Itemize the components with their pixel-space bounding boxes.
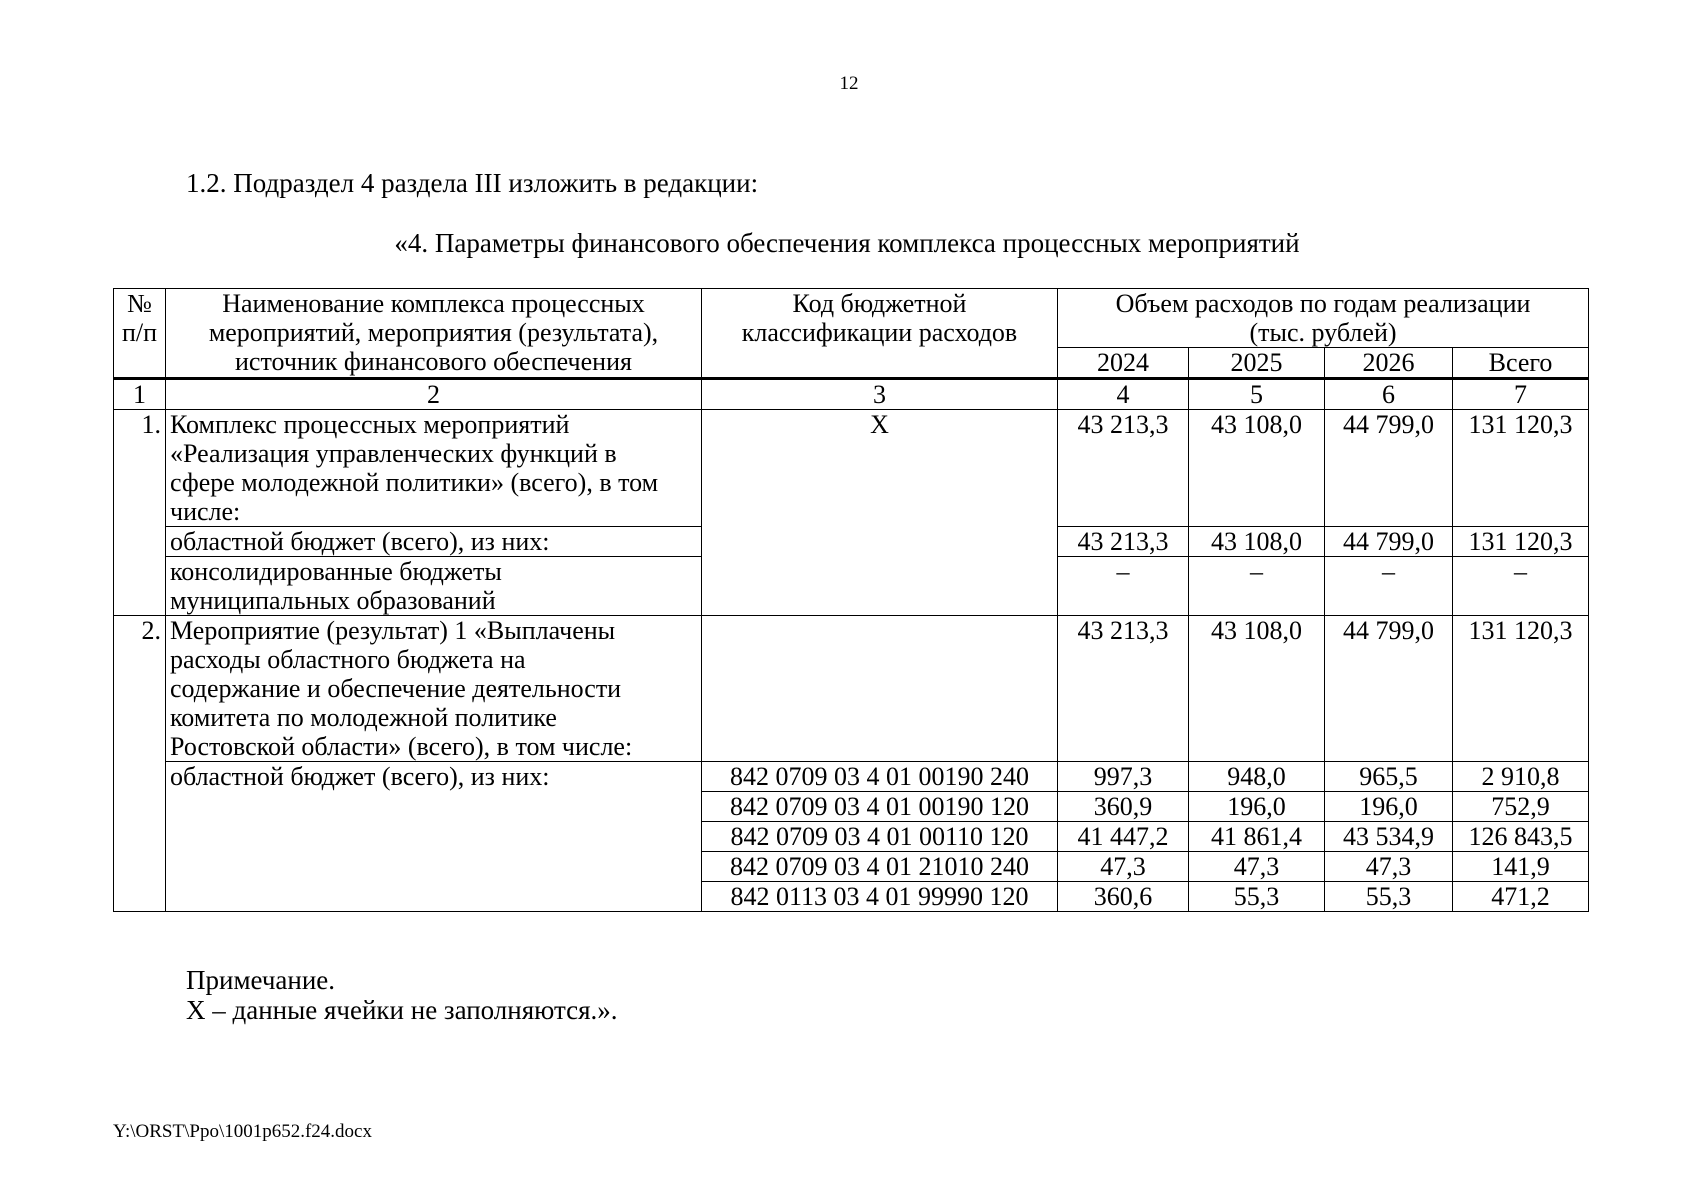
row-code: Х (702, 410, 1058, 616)
row-name: консолидированные бюджеты муниципальных образований (166, 557, 702, 616)
value-2024: 360,6 (1058, 882, 1189, 912)
row-name: областной бюджет (всего), из них: (166, 527, 702, 557)
row-number: 2. (114, 616, 166, 912)
value-2025: 43 108,0 (1189, 616, 1325, 762)
value-total: 141,9 (1453, 852, 1589, 882)
value-2026: 43 534,9 (1325, 822, 1453, 852)
value-total: 131 120,3 (1453, 410, 1589, 527)
note-text: Х – данные ячейки не заполняются.». (186, 995, 618, 1025)
column-numbers-row (114, 379, 1589, 410)
value-2024: 997,3 (1058, 762, 1189, 792)
finance-table (113, 288, 1589, 912)
table-row (114, 762, 1589, 792)
col-number: 6 (1325, 379, 1453, 410)
value-total: 2 910,8 (1453, 762, 1589, 792)
table-title-text: «4. Параметры финансового обеспечения комплекса процессных мероприятий (394, 228, 1300, 258)
value-2025: 55,3 (1189, 882, 1325, 912)
col-number: 3 (702, 379, 1058, 410)
value-2026: 44 799,0 (1325, 527, 1453, 557)
value-2024: 43 213,3 (1058, 410, 1189, 527)
header-year-2025: 2025 (1189, 348, 1325, 379)
header-year-2024: 2024 (1058, 348, 1189, 379)
row-name: Комплекс процессных мероприятий «Реализация управленческих функций в сфере молодежной политики» (всего), в том числе: (166, 410, 702, 527)
row-code: 842 0709 03 4 01 00110 120 (702, 822, 1058, 852)
table-title (0, 228, 1698, 259)
row-name: областной бюджет (всего), из них: (166, 762, 702, 912)
value-2024: 43 213,3 (1058, 616, 1189, 762)
header-name: Наименование комплекса процессных мероприятий, мероприятия (результата), источник финансового обеспечения (166, 289, 702, 379)
value-total: 752,9 (1453, 792, 1589, 822)
value-total: – (1453, 557, 1589, 616)
header-num: № п/п (114, 289, 166, 379)
value-2024: – (1058, 557, 1189, 616)
row-code (702, 616, 1058, 762)
value-2024: 41 447,2 (1058, 822, 1189, 852)
row-code: 842 0709 03 4 01 21010 240 (702, 852, 1058, 882)
header-volume: Объем расходов по годам реализации (тыс. рублей) (1058, 289, 1589, 348)
file-path-footer: Y:\ORST\Ppo\1001p652.f24.docx (113, 1121, 372, 1142)
note (186, 965, 618, 1025)
value-2026: 44 799,0 (1325, 616, 1453, 762)
value-total: 131 120,3 (1453, 616, 1589, 762)
value-2026: 47,3 (1325, 852, 1453, 882)
table-row (114, 410, 1589, 527)
value-total: 126 843,5 (1453, 822, 1589, 852)
row-code: 842 0709 03 4 01 00190 120 (702, 792, 1058, 822)
table-row (114, 616, 1589, 762)
value-2026: 55,3 (1325, 882, 1453, 912)
value-total: 131 120,3 (1453, 527, 1589, 557)
header-code: Код бюджетной классификации расходов (702, 289, 1058, 379)
header-row (114, 289, 1589, 348)
row-name: Мероприятие (результат) 1 «Выплачены расходы областного бюджета на содержание и обеспечение деятельности комитета по молодежной политике Ростовской области» (всего), в том числе: (166, 616, 702, 762)
col-number: 7 (1453, 379, 1589, 410)
header-year-2026: 2026 (1325, 348, 1453, 379)
row-number: 1. (114, 410, 166, 616)
intro-text: 1.2. Подраздел 4 раздела III изложить в редакции: (186, 168, 759, 198)
value-2025: – (1189, 557, 1325, 616)
col-number: 4 (1058, 379, 1189, 410)
value-2024: 47,3 (1058, 852, 1189, 882)
value-2025: 41 861,4 (1189, 822, 1325, 852)
value-2026: 196,0 (1325, 792, 1453, 822)
col-number: 5 (1189, 379, 1325, 410)
page-number: 12 (839, 73, 859, 94)
row-code: 842 0709 03 4 01 00190 240 (702, 762, 1058, 792)
value-2025: 948,0 (1189, 762, 1325, 792)
row-code: 842 0113 03 4 01 99990 120 (702, 882, 1058, 912)
value-2026: – (1325, 557, 1453, 616)
value-2025: 43 108,0 (1189, 410, 1325, 527)
value-2026: 965,5 (1325, 762, 1453, 792)
col-number: 2 (166, 379, 702, 410)
value-2025: 196,0 (1189, 792, 1325, 822)
col-number: 1 (114, 379, 166, 410)
header-total: Всего (1453, 348, 1589, 379)
value-2025: 43 108,0 (1189, 527, 1325, 557)
value-total: 471,2 (1453, 882, 1589, 912)
value-2024: 360,9 (1058, 792, 1189, 822)
value-2026: 44 799,0 (1325, 410, 1453, 527)
note-title: Примечание. (186, 965, 336, 995)
value-2024: 43 213,3 (1058, 527, 1189, 557)
value-2025: 47,3 (1189, 852, 1325, 882)
